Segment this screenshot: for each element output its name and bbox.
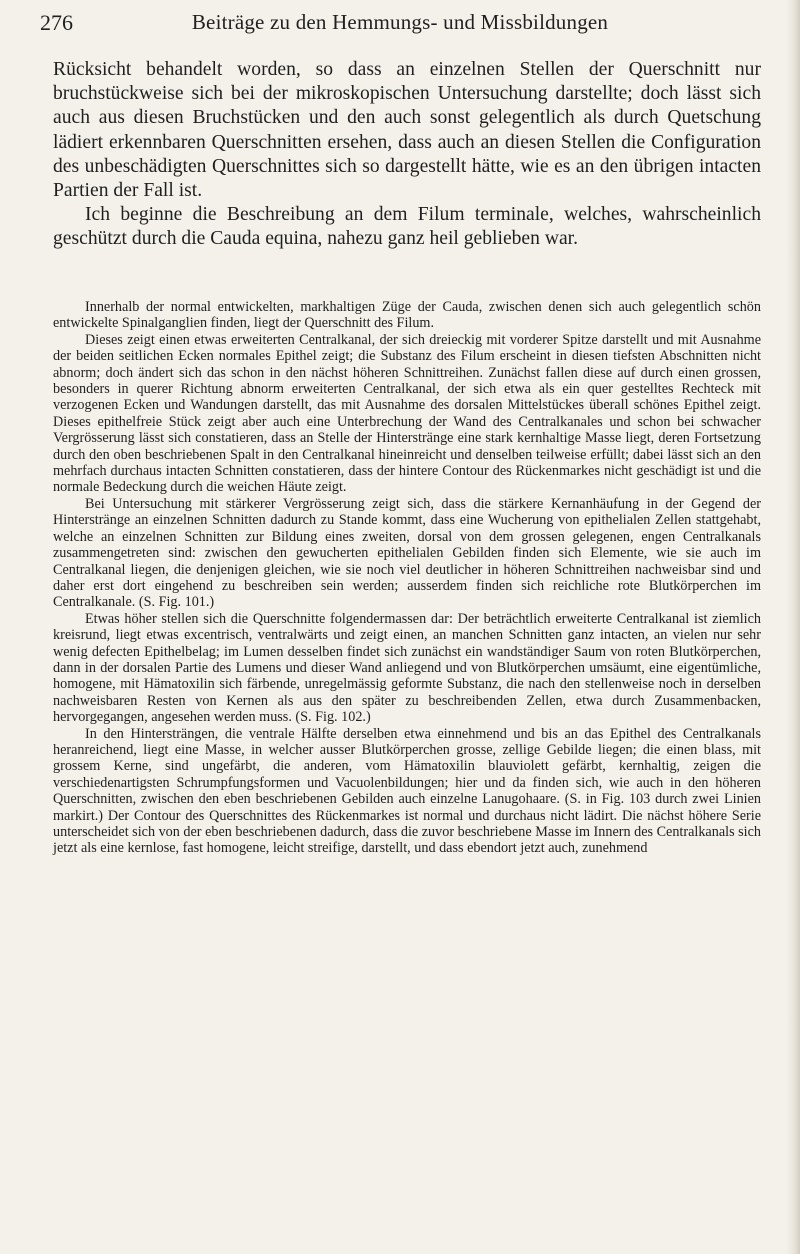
paragraph: Ich beginne die Beschreibung an dem Filum terminale, welches, wahrscheinlich geschützt durch die Cauda equina, nahezu ganz heil geblieben war. [53, 204, 761, 250]
main-text-block [53, 58, 761, 252]
running-header [40, 10, 760, 42]
page-number: 276 [40, 10, 73, 35]
paragraph: Rücksicht behandelt worden, so dass an einzelnen Stellen der Querschnitt nur bruchstückweise sich bei der mikroskopischen Untersuchung darstellte; doch lässt sich auch aus diesen Bruchstücken und den auch sonst gelegentlich als durch Quetschung lädiert erkennbaren Querschnitten ersehen, dass auch an diesen Stellen die Configuration des unbeschädigten Querschnittes sich so dargestellt hätte, wie es an den übrigen intacten Partien der Fall ist. [53, 59, 761, 202]
paragraph: Innerhalb der normal entwickelten, markhaltigen Züge der Cauda, zwischen denen sich auch gelegentlich schön entwickelte Spinalganglien finden, liegt der Querschnitt des Filum. [53, 299, 761, 332]
page-edge-shadow [786, 0, 800, 1254]
running-title: Beiträge zu den Hemmungs- und Missbildungen [191, 10, 609, 34]
paragraph: Dieses zeigt einen etwas erweiterten Centralkanal, der sich dreieckig mit vorderer Spitze darstellt und mit Ausnahme der beiden seitlichen Ecken normales Epithel zeigt; die Substanz des Filum erscheint in diesen tiefsten Abschnitten nicht abnorm; doch ändert sich das schon in den nächst höheren Schnittreihen. Zunächst fallen diese auf durch einen grossen, besonders in querer Richtung abnorm erweiterten Centralkanal, der sich etwa als ein quer gestelltes Rechteck mit verzogenen Ecken und Wandungen darstellt, das mit Ausnahme des dorsalen Mittelstückes überall schönes Epithel zeigt. Dieses epithelfreie Stück zeigt aber auch eine Unterbrechung der Wand des Centralkanales und schon bei schwacher Vergrösserung lässt sich constatieren, dass an Stelle der Hinterstränge eine stark kernhaltige Masse liegt, deren Fortsetzung durch den oben beschriebenen Spalt in den Centralkanal hineinreicht und denselben teilweise erfüllt; dabei lässt sich an den mehrfach durchaus intacten Schnitten constatieren, dass der hintere Contour des Rückenmarkes nicht geschädigt ist und die normale Bedeckung durch die weichen Häute zeigt. [53, 331, 761, 496]
paragraph: Etwas höher stellen sich die Querschnitte folgendermassen dar: Der beträchtlich erweiterte Centralkanal ist ziemlich kreisrund, liegt etwas excentrisch, ventralwärts und zeigt einen, an manchen Schnitten ganz intacten, an vielen nur sehr wenig defecten Epithelbelag; im Lumen desselben findet sich zunächst ein wandständiger Saum von roten Blutkörperchen, dann in der dorsalen Partie des Lumens und dieser Wand anliegend und von Blutkörperchen umsäumt, eine eigentümliche, homogene, mit Hämatoxilin sich färbende, unregelmässig geformte Substanz, die nach den stellenweise noch in derselben nachweisbaren Resten von Kernen als aus den später zu beschreibenden Zellen, etwa durch Zusammenbacken, hervorgegangen, angesehen werden muss. (S. Fig. 102.) [53, 610, 761, 726]
small-print-block [53, 299, 761, 857]
paragraph: In den Hintersträngen, die ventrale Hälfte derselben etwa einnehmend und bis an das Epithel des Centralkanals heranreichend, liegt eine Masse, in welcher ausser Blutkörperchen grosse, zellige Gebilde liegen; die einen blass, mit grossem Kerne, sind ungefärbt, die anderen, vom Hämatoxilin blauviolett gefärbt, kernhaltig, zeigen die verschiedenartigsten Schrumpfungsformen und Vacuolenbildungen; hier und da finden sich, wie auch in den höheren Querschnitten, zwischen den eben beschriebenen Gebilden auch einzelne Lanugohaare. (S. in Fig. 103 durch zwei Linien markirt.) Der Contour des Querschnittes des Rückenmarkes ist normal und durchaus nicht lädirt. Die nächst höhere Serie unterscheidet sich von der eben beschriebenen dadurch, dass die zuvor beschriebene Masse im Innern des Centralkanals sich jetzt als eine kernlose, fast homogene, leicht streifige, darstellt, und dass ebendort jetzt auch, zunehmend [53, 725, 761, 857]
paragraph: Bei Untersuchung mit stärkerer Vergrösserung zeigt sich, dass die stärkere Kernanhäufung in der Gegend der Hinterstränge an einzelnen Schnitten dadurch zu Stande kommt, dass eine Wucherung von epithelialen Zellen stattgehabt, welche an einzelnen Schnitten zur Bildung eines zweiten, dorsal von dem grossen gelegenen, engen Centralkanals zusammengetreten sind: zwischen den gewucherten epithelialen Gebilden finden sich Elemente, wie sie auch im Centralkanal liegen, die denjenigen gleichen, wie sie noch viel deutlicher in höheren Schnittreihen nachweisbar sind und daher erst dort eingehend zu beschreiben sein werden; ausserdem finden sich reichliche rote Blutkörperchen im Centralkanale. (S. Fig. 101.) [53, 495, 761, 611]
